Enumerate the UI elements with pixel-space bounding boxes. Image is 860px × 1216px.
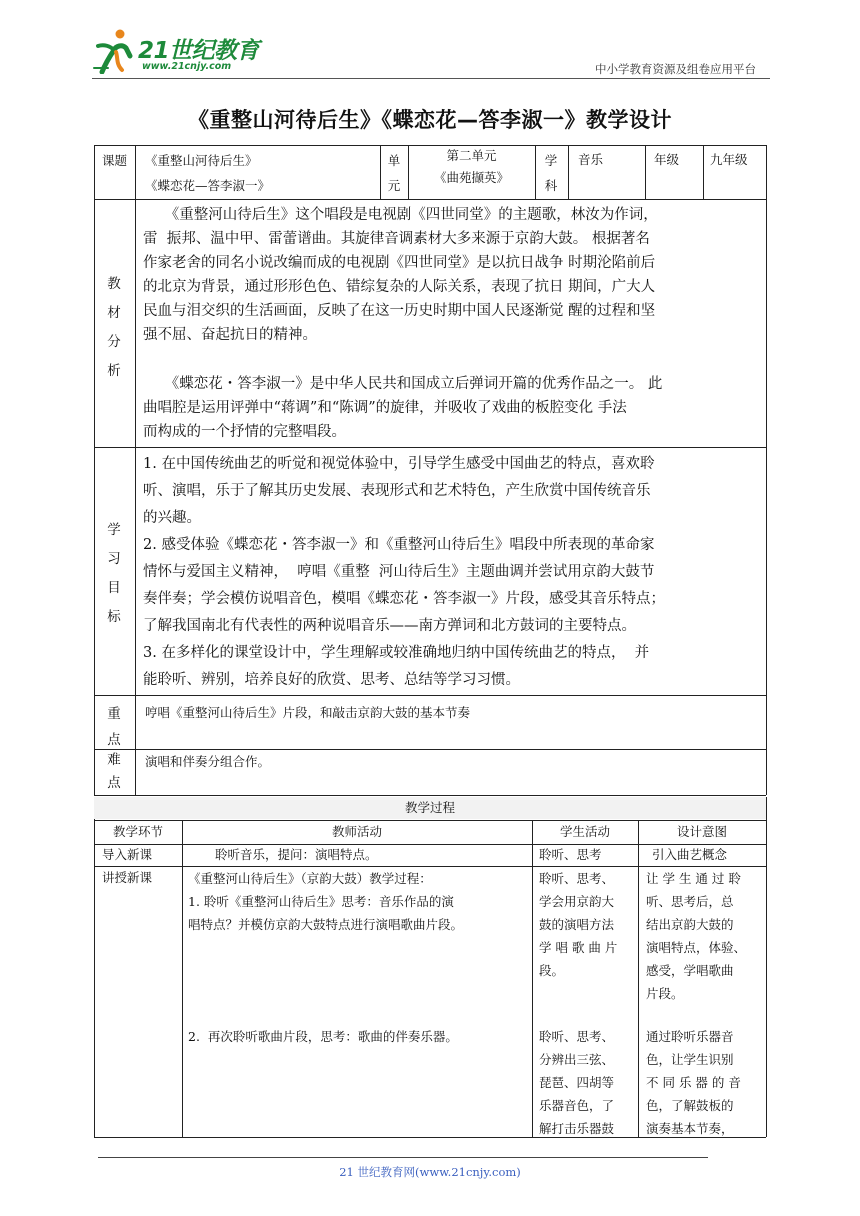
text-line: 学会用京韵大 <box>539 894 615 909</box>
text-line: 演奏基本节奏， <box>646 1121 734 1136</box>
text-line: 让 学 生 通 过 聆 <box>646 871 741 886</box>
table-divider <box>182 820 183 1137</box>
table-divider <box>94 749 766 750</box>
text-line: 2. 再次聆听歌曲片段，思考：歌曲的伴奏乐器。 <box>188 1029 458 1044</box>
key-point-text: 哼唱《重整河山待后生》片段，和敲击京韵大鼓的基本节奏 <box>145 705 471 720</box>
material-analysis-paragraph-1 <box>143 203 763 347</box>
text-line: 结出京韵大鼓的 <box>646 917 734 932</box>
text-line: 聆听、思考、 <box>539 871 615 886</box>
subject-value: 音乐 <box>578 152 604 167</box>
table-border-right <box>766 797 767 1137</box>
table-divider <box>645 145 646 199</box>
table-border-left <box>94 797 95 1137</box>
table-divider <box>535 145 536 199</box>
unit-value-2: 《曲苑撷英》 <box>433 170 509 185</box>
text-line: 而构成的一个抒情的完整唱段。 <box>143 424 346 440</box>
table-divider <box>380 145 381 199</box>
student-intro: 聆听、思考 <box>539 847 602 862</box>
text-line: 听、演唱，乐于了解其历史发展、表现形式和艺术特色，产生欣赏中国传统音乐 <box>143 483 651 499</box>
table-divider <box>94 447 766 448</box>
table-border-bottom <box>94 795 766 796</box>
table-divider <box>568 145 569 199</box>
stage-teaching: 讲授新课 <box>102 870 153 885</box>
table-divider <box>94 199 766 200</box>
text-line: 《重整河山待后生》（京韵大鼓）教学过程： <box>188 871 432 886</box>
text-line: 色，了解鼓板的 <box>646 1098 734 1113</box>
text-line: 能聆听、辨别，培养良好的欣赏、思考、总结等学习习惯。 <box>143 672 520 688</box>
runner-logo-icon <box>92 28 136 74</box>
text-line: 聆听、思考、 <box>539 1029 615 1044</box>
text-line: 色，让学生识别 <box>646 1052 734 1067</box>
platform-tagline: 中小学教育资源及组卷应用平台 <box>595 62 756 76</box>
text-line: 感受，学唱歌曲 <box>646 963 734 978</box>
table-divider <box>94 695 766 696</box>
teacher-activity-1 <box>188 867 530 936</box>
text-line: 分辨出三弦、 <box>539 1052 615 1067</box>
text-line: 乐器音色，了 <box>539 1098 615 1113</box>
teacher-intro: 聆听音乐，提问：演唱特点。 <box>190 847 378 862</box>
text-line: 解打击乐器鼓 <box>539 1121 615 1136</box>
table-border-right <box>766 145 767 795</box>
text-line: 民血与泪交织的生活画面，反映了在这一历史时期中国人民逐渐觉 醒的过程和坚 <box>143 303 656 319</box>
material-analysis-label: 教 材 分 析 <box>107 276 121 379</box>
topic-label: 课题 <box>101 153 127 168</box>
col-header-teacher: 教师活动 <box>331 824 382 839</box>
text-line: 通过聆听乐器音 <box>646 1029 734 1044</box>
stage-intro: 导入新课 <box>102 847 153 862</box>
grade-value: 九年级 <box>710 152 748 167</box>
logo-text: 21世纪教育 <box>138 38 260 64</box>
table-border-left <box>94 145 95 795</box>
learning-goals-label: 学 习 目 标 <box>107 522 121 625</box>
table-divider <box>532 820 533 1137</box>
text-line: 《蝶恋花・答李淑一》是中华人民共和国成立后弹词开篇的优秀作品之一。 此 <box>143 376 663 392</box>
subject-label: 学科 <box>544 153 558 193</box>
table-label-divider <box>135 145 136 795</box>
text-line: 片段。 <box>646 986 684 1001</box>
col-header-stage: 教学环节 <box>112 824 163 839</box>
text-line: 不 同 乐 器 的 音 <box>646 1075 741 1090</box>
document-title: 《重整山河待后生》《蝶恋花—答李淑一》教学设计 <box>188 108 672 132</box>
topic-value-1: 《重整山河待后生》 <box>145 153 258 168</box>
col-header-student: 学生活动 <box>559 824 610 839</box>
process-title: 教学过程 <box>94 797 766 819</box>
text-line: 的北京为背景，通过形形色色、错综复杂的人际关系，表现了抗日 期间，广大人 <box>143 279 656 295</box>
text-line: 的兴趣。 <box>143 510 201 526</box>
unit-value-1: 第二单元 <box>446 148 497 163</box>
text-line: 雷 振邦、温中甲、雷蕾谱曲。其旋律音调素材大多来源于京韵大鼓。 根据著名 <box>143 231 650 247</box>
text-line: 演唱特点，体验、 <box>646 940 747 955</box>
site-logo[interactable] <box>92 28 272 80</box>
text-line: 1. 聆听《重整河山待后生》思考：音乐作品的演 <box>188 894 454 909</box>
footer-divider <box>98 1157 708 1158</box>
text-line: 《重整河山待后生》这个唱段是电视剧《四世同堂》的主题歌，林汝为作词， <box>143 207 658 223</box>
text-line: 1. 在中国传统曲艺的听觉和视觉体验中，引导学生感受中国曲艺的特点，喜欢聆 <box>143 456 655 472</box>
intent-intro: 引入曲艺概念 <box>652 847 728 862</box>
footer-link[interactable]: 21 世纪教育网(www.21cnjy.com) <box>339 1165 521 1179</box>
intent-1 <box>646 867 764 1005</box>
col-header-intent: 设计意图 <box>676 824 727 839</box>
text-line: 琵琶、四胡等 <box>539 1075 615 1090</box>
text-line: 学 唱 歌 曲 片 <box>539 940 618 955</box>
key-point-label: 重 点 <box>107 706 121 748</box>
text-line: 作家老舍的同名小说改编而成的电视剧《四世同堂》是以抗日战争 时期沦陷前后 <box>143 255 656 271</box>
difficult-point-text: 演唱和伴奏分组合作。 <box>145 754 271 769</box>
text-line: 奏伴奏；学会模仿说唱音色，模唱《蝶恋花・答李淑一》片段，感受其音乐特点； <box>143 591 665 607</box>
grade-label: 年级 <box>654 152 680 167</box>
text-line: 强不屈、奋起抗日的精神。 <box>143 327 317 343</box>
student-activity-1 <box>539 867 637 982</box>
table-divider <box>638 820 639 1137</box>
table-divider <box>703 145 704 199</box>
text-line: 唱特点？并模仿京韵大鼓特点进行演唱歌曲片段。 <box>188 917 464 932</box>
difficult-point-label: 难 点 <box>107 752 121 791</box>
student-activity-2 <box>539 1025 637 1140</box>
text-line: 鼓的演唱方法 <box>539 917 615 932</box>
header-divider <box>92 78 770 79</box>
text-line: 了解我国南北有代表性的两种说唱音乐——南方弹词和北方鼓词的主要特点。 <box>143 618 636 634</box>
unit-label: 单元 <box>387 153 401 193</box>
text-line: 听、思考后，总 <box>646 894 734 909</box>
text-line: 曲唱腔是运用评弹中“蒋调”和“陈调”的旋律，并吸收了戏曲的板腔变化 手法 <box>143 400 627 416</box>
teacher-activity-2 <box>188 1025 530 1048</box>
text-line: 情怀与爱国主义精神， 哼唱《重整 河山待后生》主题曲调并尝试用京韵大鼓节 <box>143 564 655 580</box>
text-line: 2. 感受体验《蝶恋花・答李淑一》和《重整河山待后生》唱段中所表现的革命家 <box>143 537 655 553</box>
text-line: 3. 在多样化的课堂设计中，学生理解或较准确地归纳中国传统曲艺的特点， 并 <box>143 645 650 661</box>
page-header <box>0 0 860 84</box>
learning-goals-text <box>143 451 763 694</box>
logo-url: www.21cnjy.com <box>142 61 232 72</box>
topic-value-2: 《蝶恋花—答李淑一》 <box>145 178 271 193</box>
text-line: 段。 <box>539 963 565 978</box>
material-analysis-paragraph-2 <box>143 372 763 444</box>
intent-2 <box>646 1025 764 1140</box>
